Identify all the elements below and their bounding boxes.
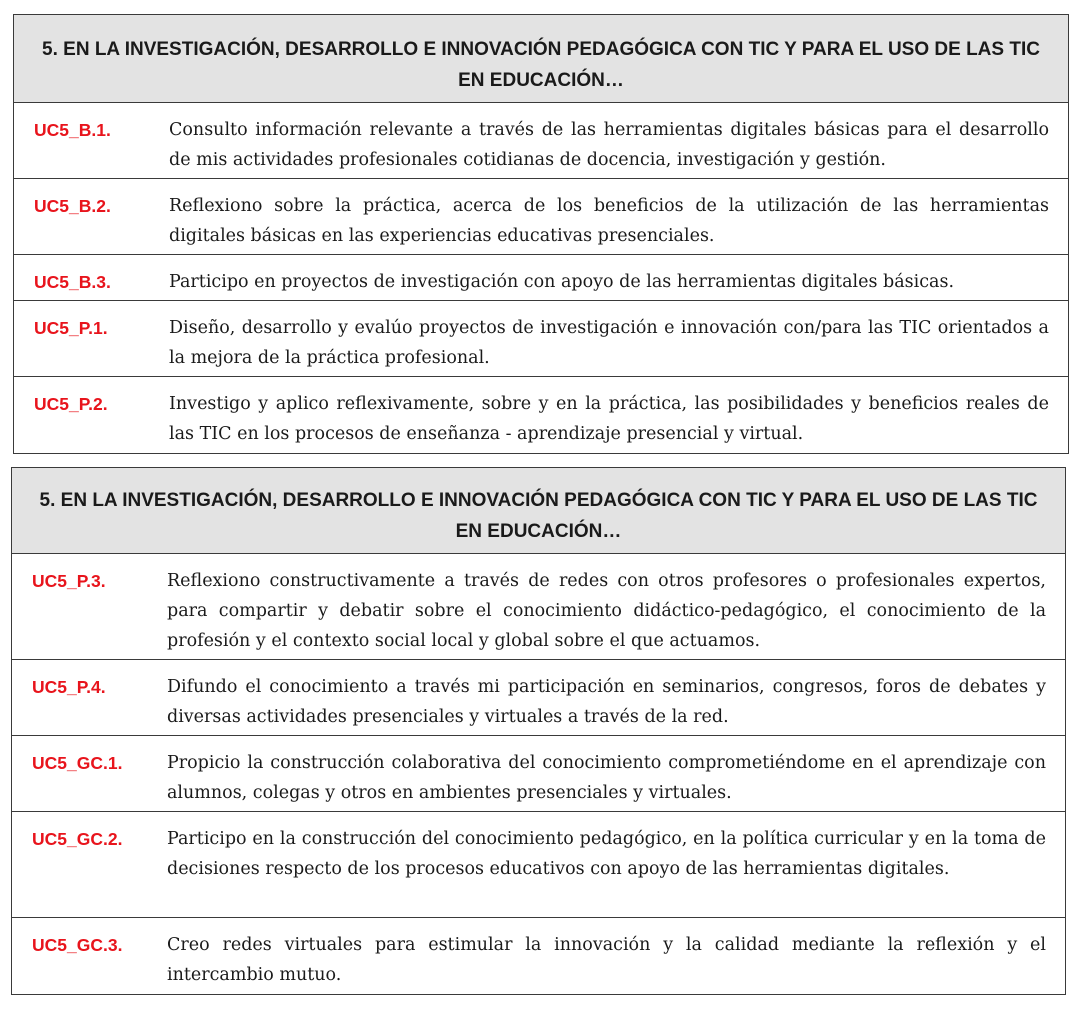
- competency-code: UC5_P.3.: [32, 571, 106, 591]
- table-row: [12, 554, 1065, 660]
- table-row: [12, 812, 1065, 918]
- table-row: [12, 736, 1065, 812]
- table-row: [14, 255, 1068, 301]
- competency-description: Investigo y aplico reflexivamente, sobre y en la práctica, las posibilidades y beneficios reales de las TIC en los procesos de enseñanza - aprendizaje presencial y virtual.: [169, 394, 1049, 444]
- table-row: [14, 301, 1068, 377]
- table-row: [14, 377, 1068, 453]
- table-row: [12, 660, 1065, 736]
- table-header: 5. EN LA INVESTIGACIÓN, DESARROLLO E INNOVACIÓN PEDAGÓGICA CON TIC Y PARA EL USO DE LAS TIC EN EDUCACIÓN…: [12, 468, 1065, 554]
- competency-code: UC5_GC.2.: [32, 829, 123, 849]
- competency-description: Creo redes virtuales para estimular la innovación y la calidad mediante la reflexión y el intercambio mutuo.: [167, 935, 1046, 985]
- competency-code: UC5_GC.3.: [32, 935, 123, 955]
- competency-code: UC5_P.4.: [32, 677, 106, 697]
- competency-code: UC5_P.2.: [34, 394, 108, 414]
- competency-code: UC5_P.1.: [34, 318, 108, 338]
- table-row: [14, 179, 1068, 255]
- competency-code: UC5_B.2.: [34, 196, 111, 216]
- competency-description: Participo en la construcción del conocimiento pedagógico, en la política curricular y en la toma de decisiones respecto de los procesos educativos con apoyo de las herramientas digitales.: [167, 829, 1046, 879]
- competency-table-1: [13, 14, 1069, 454]
- competency-table-2: [11, 467, 1066, 995]
- competency-description: Participo en proyectos de investigación con apoyo de las herramientas digitales básicas.: [169, 272, 955, 292]
- competency-description: Diseño, desarrollo y evalúo proyectos de investigación e innovación con/para las TIC orientados a la mejora de la práctica profesional.: [169, 318, 1049, 368]
- competency-description: Propicio la construcción colaborativa del conocimiento comprometiéndome en el aprendizaje con alumnos, colegas y otros en ambientes presenciales y virtuales.: [167, 753, 1046, 803]
- competency-description: Consulto información relevante a través de las herramientas digitales básicas para el desarrollo de mis actividades profesionales cotidianas de docencia, investigación y gestión.: [169, 120, 1049, 170]
- table-row: [12, 918, 1065, 994]
- table-row: [14, 103, 1068, 179]
- competency-code: UC5_GC.1.: [32, 753, 123, 773]
- competency-description: Reflexiono constructivamente a través de redes con otros profesores o profesionales expertos, para compartir y debatir sobre el conocimiento didáctico-pedagógico, el conocimiento de la profesión y el contexto social local y global sobre el que actuamos.: [167, 571, 1046, 651]
- competency-description: Reflexiono sobre la práctica, acerca de los beneficios de la utilización de las herramientas digitales básicas en las experiencias educativas presenciales.: [169, 196, 1049, 246]
- table-header: 5. EN LA INVESTIGACIÓN, DESARROLLO E INNOVACIÓN PEDAGÓGICA CON TIC Y PARA EL USO DE LAS TIC EN EDUCACIÓN…: [14, 15, 1068, 103]
- competency-description: Difundo el conocimiento a través mi participación en seminarios, congresos, foros de debates y diversas actividades presenciales y virtuales a través de la red.: [167, 677, 1046, 727]
- competency-code: UC5_B.3.: [34, 272, 111, 292]
- competency-code: UC5_B.1.: [34, 120, 111, 140]
